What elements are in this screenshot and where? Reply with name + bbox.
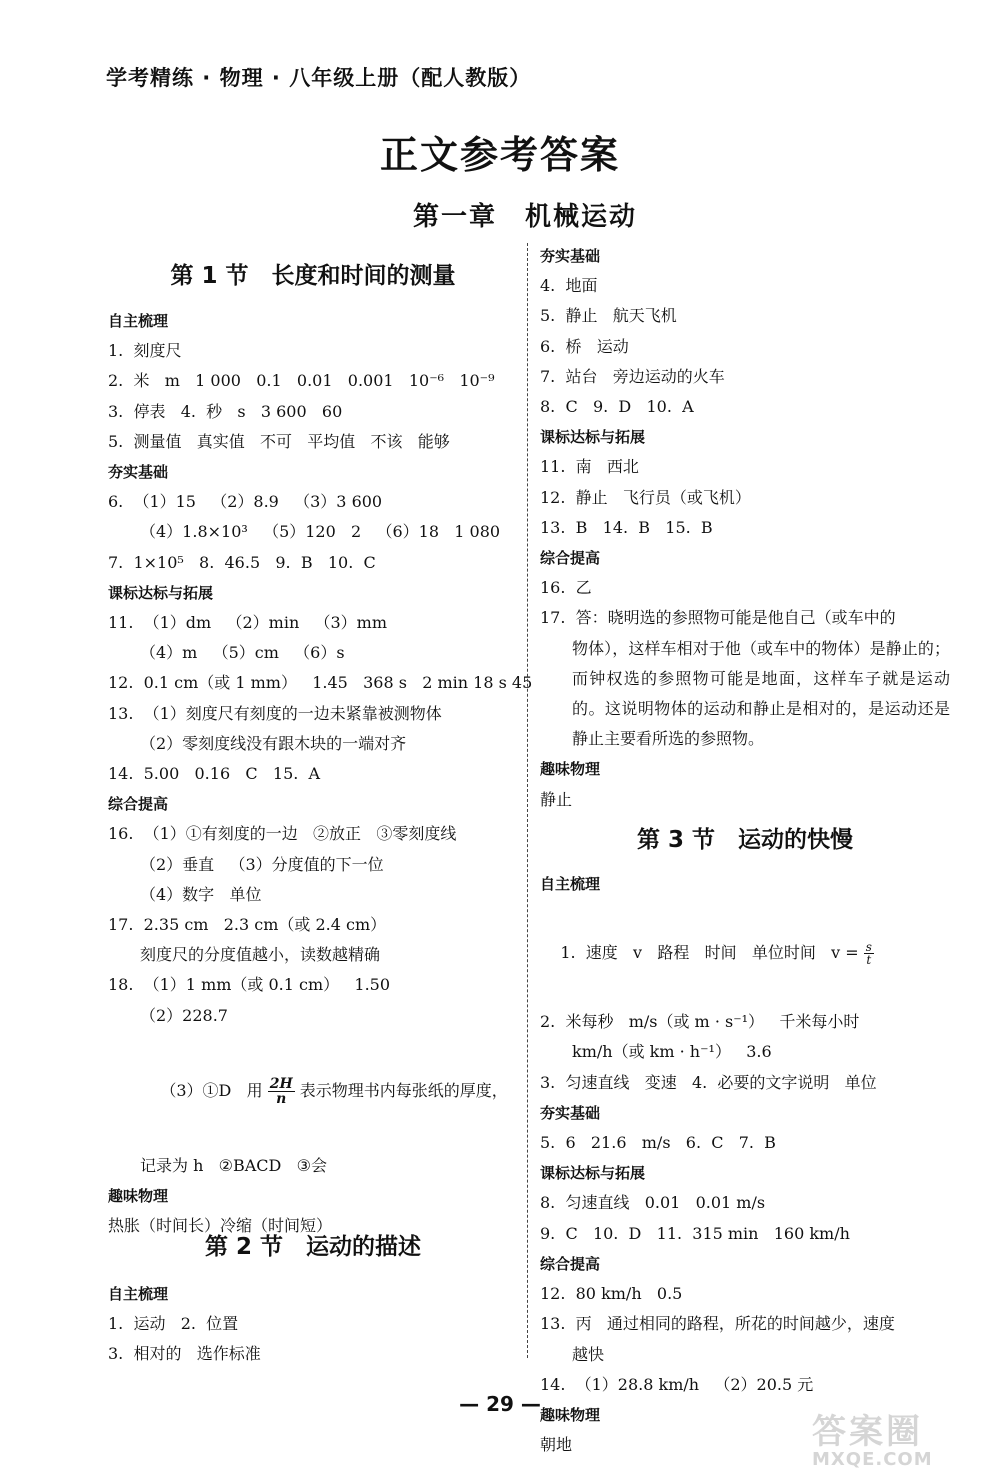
answer-line: （4）1.8×10³ （5）120 2 （6）18 1 080 — [140, 522, 501, 542]
sec2-hangshi-heading: 夯实基础 — [540, 247, 601, 265]
answer-line: 13. B 14. B 15. B — [540, 517, 713, 537]
answer-line: 12. 0.1 cm（或 1 mm） 1.45 368 s 2 min 18 s 45 — [108, 673, 533, 693]
sec1-hangshi-heading: 夯实基础 — [108, 463, 169, 482]
sec2-quwei-heading: 趣味物理 — [540, 760, 601, 779]
sec1-zonghe-heading: 综合提高 — [108, 795, 169, 814]
watermark-logo — [812, 1404, 933, 1468]
sec3-hangshi-heading: 夯实基础 — [540, 1103, 601, 1122]
watermark-text: 答案圈 — [812, 1412, 923, 1452]
answer-line: 17. 答：晓明选的参照物可能是他自己（或车中的 — [540, 608, 896, 628]
answer-line: （2）228.7 — [140, 1005, 228, 1025]
answer-text: （3）①D 用 — [160, 1080, 268, 1100]
answer-line: 越快 — [572, 1344, 605, 1364]
answer-line: 16. （1）①有刻度的一边 ②放正 ③零刻度线 — [108, 824, 457, 844]
answer-line: 3. 停表 4. 秒 s 3 600 60 — [108, 401, 343, 421]
answer-line: （2）垂直 （3）分度值的下一位 — [140, 854, 384, 874]
answer-line: 3. 匀速直线 变速 4. 必要的文字说明 单位 — [540, 1072, 877, 1092]
answer-paragraph: 物体），这样车相对于他（或车中的物体）是静止的；而钟权选的参照物可能是地面，这样车子就是运动的。这说明物体的运动和静止是相对的，是运动还是静止主要看所选的参照物。 — [572, 638, 950, 749]
answer-line: 刻度尺的分度值越小，读数越精确 — [140, 945, 381, 965]
right-column — [540, 241, 950, 1460]
answer-line-formula — [540, 899, 950, 1007]
answer-line: 11. 南 西北 — [540, 457, 639, 477]
answer-line: 9. C 10. D 11. 315 min 160 km/h — [540, 1223, 850, 1243]
fraction-numerator: s — [865, 940, 872, 955]
answer-line: （2）零刻度线没有跟木块的一端对齐 — [140, 733, 407, 753]
answer-line: 14. 5.00 0.16 C 15. A — [108, 764, 321, 784]
answer-line: 13. 丙 通过相同的路程，所花的时间越少，速度 — [540, 1314, 895, 1334]
answer-line: 13. （1）刻度尺有刻度的一边未紧靠被测物体 — [108, 703, 442, 723]
left-column-bottom — [108, 1279, 518, 1370]
answer-line: 18. （1）1 mm（或 0.1 cm） 1.50 — [108, 975, 391, 995]
answer-line: 2. 米 m 1 000 0.1 0.01 0.001 10⁻⁶ 10⁻⁹ — [108, 371, 495, 391]
fraction-denominator: n — [276, 1090, 287, 1107]
answer-line: 6. （1）15 （2）8.9 （3）3 600 — [108, 492, 383, 512]
answer-line: 11. （1）dm （2）min （3）mm — [108, 613, 388, 633]
chapter-title: 第一章 机械运动 — [412, 202, 637, 232]
sec2-zizhu-heading: 自主梳理 — [108, 1285, 169, 1303]
page-number: — 29 — — [459, 1392, 541, 1416]
section-1-title: 第 1 节 长度和时间的测量 — [170, 263, 456, 289]
sec1-zizhu-heading: 自主梳理 — [108, 312, 169, 330]
fraction-s-over-t — [864, 941, 874, 966]
answer-line: km/h（或 km · h⁻¹） 3.6 — [572, 1042, 772, 1062]
answer-line: 朝地 — [540, 1435, 573, 1455]
answer-line: （4）数字 单位 — [140, 884, 262, 904]
answer-line: 5. 测量值 真实值 不可 平均值 不该 能够 — [108, 431, 450, 451]
answer-line: 2. 米每秒 m/s（或 m · s⁻¹） 千米每小时 — [540, 1012, 860, 1032]
answer-line: 7. 站台 旁边运动的火车 — [540, 366, 725, 386]
sec3-zizhu-heading: 自主梳理 — [540, 875, 601, 894]
sec3-quwei-heading: 趣味物理 — [540, 1405, 601, 1424]
sec3-zonghe-heading: 综合提高 — [540, 1254, 601, 1273]
answer-line: 1. 刻度尺 — [108, 341, 182, 361]
section-3-title: 第 3 节 运动的快慢 — [636, 826, 854, 853]
watermark-url: MXQE.COM — [812, 1449, 933, 1468]
column-divider — [527, 243, 528, 1358]
answer-line: 16. 乙 — [540, 578, 592, 598]
sec2-zonghe-heading: 综合提高 — [540, 549, 601, 568]
main-title: 正文参考答案 — [379, 133, 620, 177]
section-2-title: 第 2 节 运动的描述 — [204, 1234, 422, 1260]
fraction-2h-over-n — [268, 1077, 295, 1106]
answer-line: 8. 匀速直线 0.01 0.01 m/s — [540, 1193, 766, 1213]
answer-line: 12. 静止 飞行员（或飞机） — [540, 487, 751, 507]
answer-line: 静止 — [540, 789, 573, 809]
answer-line: 6. 桥 运动 — [540, 336, 629, 356]
book-header: 学考精练 · 物理 · 八年级上册（配人教版） — [106, 66, 532, 90]
sec3-kebiao-heading: 课标达标与拓展 — [540, 1164, 646, 1183]
left-column — [108, 306, 533, 1241]
answer-line: 热胀（时间长）冷缩（时间短） — [108, 1216, 333, 1236]
answer-line: 14. （1）28.8 km/h （2）20.5 元 — [540, 1374, 814, 1394]
answer-line: 7. 1×10⁵ 8. 46.5 9. B 10. C — [108, 552, 376, 572]
answer-text: 1. 速度 v 路程 时间 单位时间 v = — [560, 943, 864, 963]
answer-line: 5. 静止 航天飞机 — [540, 306, 677, 326]
answer-line: 记录为 h ②BACD ③会 — [140, 1155, 327, 1175]
answer-text: 表示物理书内每张纸的厚度， — [294, 1080, 508, 1100]
answer-line: 8. C 9. D 10. A — [540, 397, 694, 417]
answer-line: 4. 地面 — [540, 276, 598, 296]
answer-line: （4）m （5）cm （6）s — [140, 643, 345, 663]
sec2-kebiao-heading: 课标达标与拓展 — [540, 428, 646, 447]
answer-line: 3. 相对的 选作标准 — [108, 1344, 261, 1364]
sec1-quwei-heading: 趣味物理 — [108, 1187, 169, 1206]
answer-line: 12. 80 km/h 0.5 — [540, 1284, 683, 1304]
answer-line: 5. 6 21.6 m/s 6. C 7. B — [540, 1133, 776, 1153]
sec1-kebiao-heading: 课标达标与拓展 — [108, 583, 214, 602]
fraction-numerator: 2H — [269, 1075, 293, 1092]
answer-line-formula — [108, 1031, 518, 1151]
answer-line: 1. 运动 2. 位置 — [108, 1314, 239, 1334]
fraction-denominator: t — [866, 953, 872, 968]
answer-line: 17. 2.35 cm 2.3 cm（或 2.4 cm） — [108, 915, 387, 935]
